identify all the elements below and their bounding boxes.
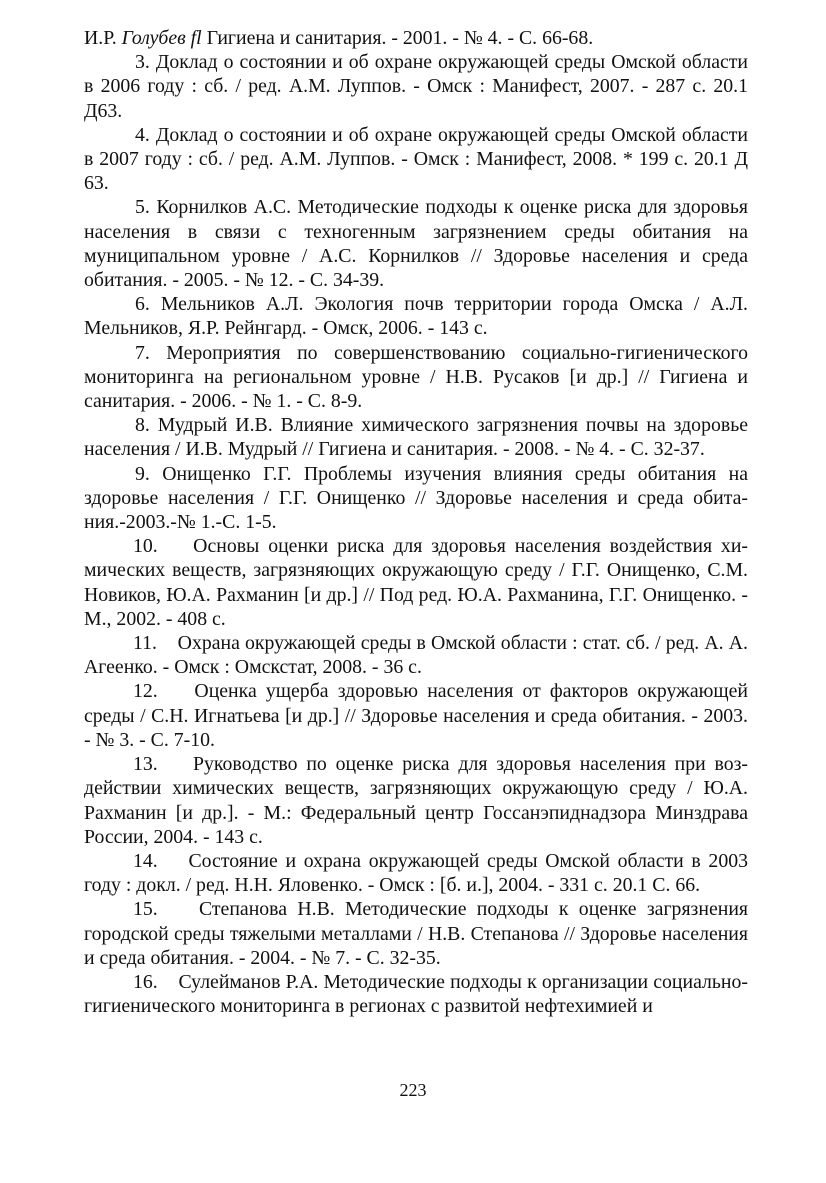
reference-entry [84,534,748,631]
reference-entry [84,897,748,970]
reference-number: 8. [135,414,150,437]
page-number: 223 [399,1080,427,1100]
reference-text: Мероприятия по совершенствованию социально-гигиенического мониторинга на региональном уровне / Н.В. Русаков [и др.] // Гигиена и санитария. - 2006. - № 1. - С. 8-9. [84,341,748,413]
reference-text: Доклад о состоянии и об охране окружающей среды Омской области в 2007 году : сб. / ред. А.М. Луппов. - Омск : Манифест, 2008. * 199 с. 20.1 Д 63. [84,123,748,195]
reference-text: Руководство по оценке риска для здоровья населения при воздействии химических веществ, загрязняющих окружающую среду / Ю.А. Рахманин [и др.]. - М.: Федеральный центр Госсанэпиднадзора Минздрава России, 2004. - 143 с. [84,753,749,848]
reference-text: Мельников А.Л. Экология почв территории города Омска / А.Л. Мельников, Я.Р. Рейнгард. - Омск, 2006. - 143 с. [84,293,748,340]
reference-entry [84,462,748,535]
reference-entry [84,679,748,752]
reference-number: 3. [135,51,150,74]
reference-text: Состояние и охрана окружающей среды Омской области в 2003 году : докл. / ред. Н.Н. Яловенко. - Омск : [б. и.], 2004. - 331 с. 20.1 С. 66. [84,849,748,897]
reference-number: 5. [135,196,150,219]
reference-number: 15. [133,898,158,921]
reference-text: Сулейманов Р.А. Методические подходы к организации социально-гигиенического мониторинга в регионах с развитой нефтехимией и [84,970,748,1018]
reference-number: 7. [135,341,150,364]
reference-entry [84,849,748,897]
reference-entry [84,752,748,849]
reference-number: 16. [133,970,158,993]
reference-entry [84,195,748,292]
reference-author-italic: Голубев fl [121,27,202,49]
reference-text: Основы оценки риска для здоровья населения воздействия химических веществ, загрязняющих окружающую среду / Г.Г. Онищенко, С.М. Новиков, Ю.А. Рахманин [и др.] // Под ред. Ю.А. Рахманина, Г.Г. Онищенко. - М., 2002. - 408 с. [84,535,748,630]
reference-number: 13. [133,753,158,776]
reference-list [84,26,748,1018]
reference-number: 11. [133,632,157,655]
reference-number: 6. [135,293,150,316]
reference-entry [84,50,748,123]
reference-entry [84,970,748,1018]
reference-entry [84,341,748,414]
reference-text: Степанова Н.В. Методические подходы к оценке загрязнения городской среды тяжелыми металлами / Н.В. Степанова // Здоровье населения и среда обитания. - 2004. - № 7. - С. 32-35. [84,898,749,969]
reference-text: Охрана окружающей среды в Омской области : стат. сб. / ред. А. А. Агеенко. - Омск : Омскстат, 2008. - 36 с. [84,632,748,679]
reference-number: 14. [133,849,158,872]
reference-text: Мудрый И.В. Влияние химического загрязнения почвы на здоровье населения / И.В. Мудрый // Гигиена и санитария. - 2008. - № 4. - С. 32-37. [84,414,748,461]
reference-number: 10. [133,535,158,558]
reference-rest: Гигиена и санитария. - 2001. - № 4. - С. 66-68. [201,27,594,49]
reference-entry [84,123,748,196]
reference-number: 12. [133,680,158,703]
reference-entry [84,413,748,461]
reference-number: 4. [135,123,150,146]
reference-entry [84,292,748,340]
reference-prefix: И.Р. [84,27,122,49]
reference-text: Корнилков А.С. Методические подходы к оценке риска для здоровья населения в связи с техногенным загрязнением среды обитания на муниципальном уровне / А.С. Корнилков // Здоровье населения и среда обитания. - 2005. - № 12. - С. 34-39. [84,196,748,292]
reference-text: Оценка ущерба здоровью населения от факторов окружающей среды / С.Н. Игнатьева [и др.] // Здоровье населения и среда обитания. - 2003. - № 3. - С. 7-10. [84,680,748,751]
reference-continuation [84,26,748,50]
reference-text: Онищенко Г.Г. Проблемы изучения влияния среды обитания на здоровье населения / Г.Г. Онищенко // Здоровье населения и среда обитания.-2003.-№ 1.-С. 1-5. [84,462,749,534]
reference-number: 9. [135,462,150,485]
reference-text: Доклад о состоянии и об охране окружающей среды Омской области в 2006 году : сб. / ред. А.М. Луппов. - Омск : Манифест, 2007. - 287 с. 20.1 Д63. [84,51,748,122]
reference-entry [84,631,748,679]
